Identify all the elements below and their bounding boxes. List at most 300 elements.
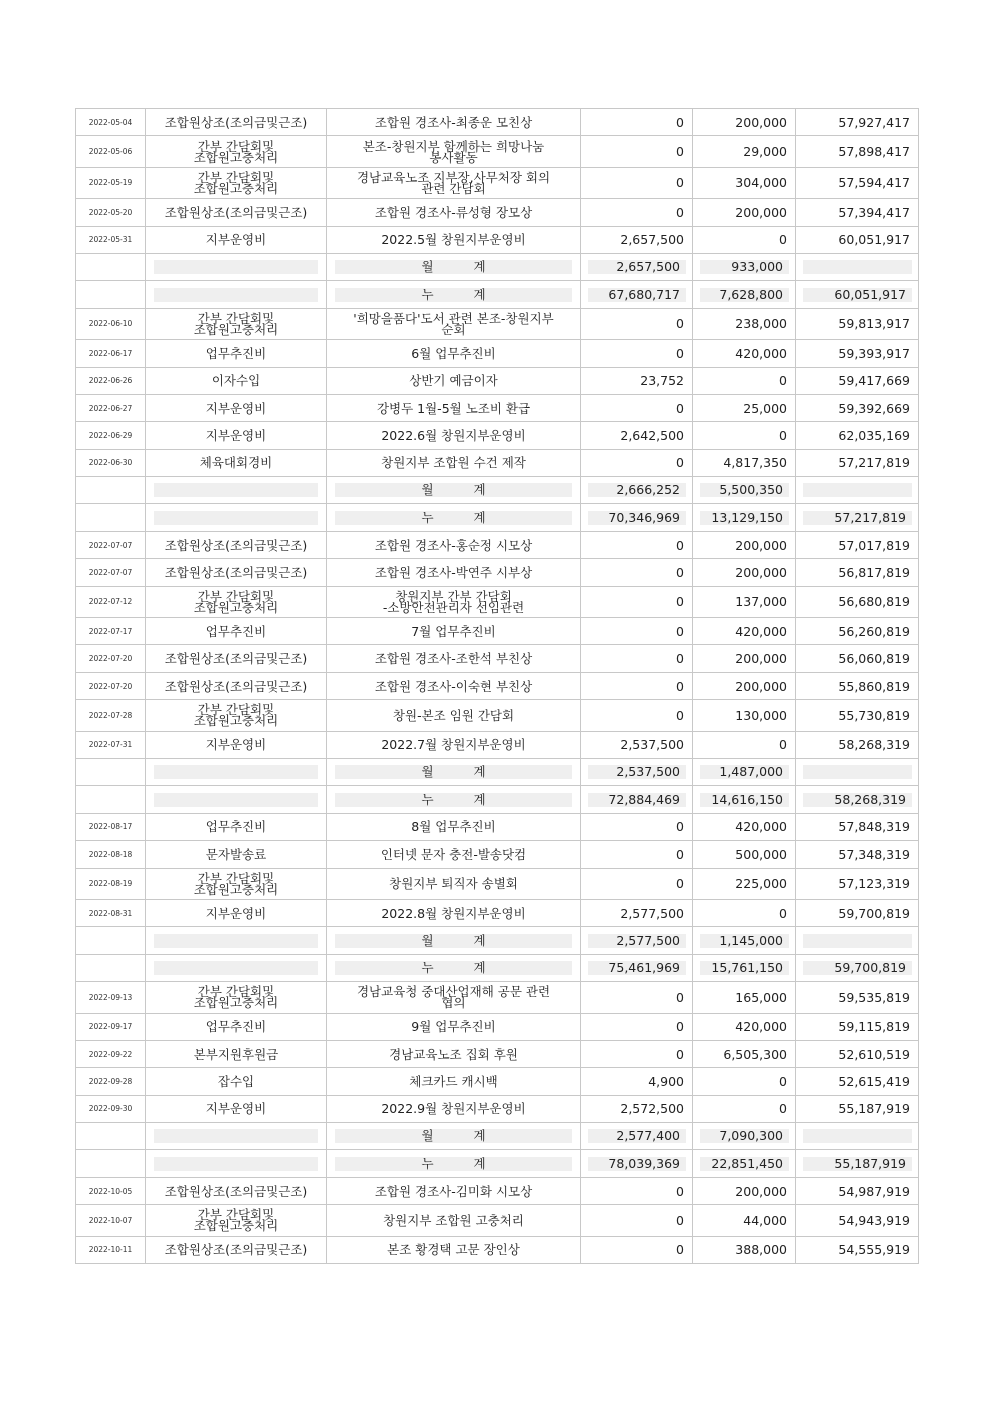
summary-label: 월 계 [421, 482, 504, 498]
date-cell [76, 954, 146, 981]
income-cell [581, 954, 693, 981]
summary-label-cell [327, 281, 581, 308]
date-cell: 2022-09-13 [76, 982, 146, 1013]
summary-expense: 13,129,150 [700, 511, 789, 525]
account-line: 지부운영비 [205, 1101, 267, 1117]
description-line: 2022.9월 창원지부운영비 [381, 1101, 526, 1117]
account-line: 조합원상조(조의금및근조) [164, 678, 308, 694]
summary-income: 2,666,252 [588, 483, 686, 497]
balance-cell: 59,392,669 [796, 394, 919, 421]
shaded-placeholder [154, 961, 318, 975]
description-line: 7월 업무추진비 [411, 623, 496, 639]
description-line: 경남교육노조 지부장,사무처장 회의 [356, 169, 551, 185]
income-cell: 0 [581, 1236, 693, 1263]
income-cell: 0 [581, 136, 693, 167]
account-cell [146, 927, 327, 954]
shaded-placeholder [154, 793, 318, 807]
expense-cell: 388,000 [693, 1236, 796, 1263]
table-row [76, 449, 919, 476]
table-row [76, 899, 919, 926]
expense-cell: 0 [693, 367, 796, 394]
account-cell [146, 559, 327, 586]
shaded-placeholder [154, 260, 318, 274]
date-cell: 2022-05-20 [76, 199, 146, 226]
shaded-placeholder [154, 483, 318, 497]
income-cell: 2,537,500 [581, 731, 693, 758]
income-cell: 0 [581, 841, 693, 868]
description-line: 강병두 1월-5월 노조비 환급 [376, 400, 531, 416]
account-line: 조합원고충처리 [193, 995, 279, 1011]
table-row [76, 136, 919, 167]
table-row [76, 982, 919, 1013]
shaded-label [335, 934, 572, 948]
account-cell [146, 531, 327, 558]
account-cell [146, 253, 327, 280]
table-row [76, 618, 919, 645]
account-cell [146, 199, 327, 226]
account-line: 조합원상조(조의금및근조) [164, 564, 308, 580]
description-cell [327, 982, 581, 1013]
date-cell: 2022-06-27 [76, 394, 146, 421]
account-cell [146, 308, 327, 339]
income-cell: 0 [581, 109, 693, 136]
expense-cell: 200,000 [693, 109, 796, 136]
balance-cell: 54,555,919 [796, 1236, 919, 1263]
income-cell: 0 [581, 868, 693, 899]
summary-row [76, 253, 919, 280]
description-cell [327, 645, 581, 672]
summary-label: 월 계 [421, 1128, 504, 1144]
balance-cell: 57,394,417 [796, 199, 919, 226]
description-cell [327, 672, 581, 699]
description-line: 창원지부 조합원 고충처리 [383, 1212, 524, 1228]
description-cell [327, 308, 581, 339]
date-cell: 2022-06-17 [76, 340, 146, 367]
income-cell: 0 [581, 559, 693, 586]
description-line: 순회 [441, 321, 466, 337]
account-cell [146, 786, 327, 813]
income-cell: 0 [581, 199, 693, 226]
date-cell: 2022-08-18 [76, 841, 146, 868]
summary-label-cell [327, 477, 581, 504]
balance-cell: 55,860,819 [796, 672, 919, 699]
description-cell [327, 1040, 581, 1067]
balance-cell: 59,417,669 [796, 367, 919, 394]
table-row [76, 700, 919, 731]
balance-cell: 55,187,919 [796, 1095, 919, 1122]
shaded-label [335, 793, 572, 807]
account-line: 지부운영비 [205, 400, 267, 416]
account-line: 조합원상조(조의금및근조) [164, 651, 308, 667]
account-cell [146, 1177, 327, 1204]
date-cell: 2022-05-31 [76, 226, 146, 253]
expense-cell: 0 [693, 1068, 796, 1095]
expense-cell: 137,000 [693, 586, 796, 617]
table-row [76, 1095, 919, 1122]
balance-cell: 59,700,819 [796, 899, 919, 926]
summary-balance [803, 1129, 912, 1143]
account-line: 간부 간담회및 [197, 1207, 275, 1223]
expense-cell [693, 954, 796, 981]
table-row [76, 1177, 919, 1204]
table-row [76, 226, 919, 253]
summary-label-cell [327, 253, 581, 280]
table-row [76, 394, 919, 421]
description-line: 봉사활동 [429, 149, 478, 165]
income-cell: 2,642,500 [581, 422, 693, 449]
expense-cell: 0 [693, 422, 796, 449]
account-cell [146, 586, 327, 617]
balance-cell [796, 504, 919, 531]
summary-expense: 1,487,000 [700, 765, 789, 779]
income-cell [581, 758, 693, 785]
account-line: 조합원상조(조의금및근조) [164, 537, 308, 553]
account-line: 지부운영비 [205, 232, 267, 248]
income-cell: 0 [581, 645, 693, 672]
shaded-placeholder [154, 1129, 318, 1143]
account-line: 잡수입 [217, 1073, 255, 1089]
summary-income: 72,884,469 [588, 793, 686, 807]
account-cell [146, 899, 327, 926]
income-cell: 0 [581, 700, 693, 731]
date-cell: 2022-09-22 [76, 1040, 146, 1067]
account-cell [146, 167, 327, 198]
balance-cell [796, 1123, 919, 1150]
summary-row [76, 1150, 919, 1177]
balance-cell: 57,123,319 [796, 868, 919, 899]
shaded-label [335, 961, 572, 975]
description-line: 조합원 경조사-김미화 시모상 [374, 1183, 533, 1199]
summary-balance: 59,700,819 [803, 961, 912, 975]
description-cell [327, 136, 581, 167]
income-cell: 0 [581, 449, 693, 476]
summary-row [76, 786, 919, 813]
summary-income: 67,680,717 [588, 288, 686, 302]
summary-row [76, 504, 919, 531]
date-cell [76, 927, 146, 954]
balance-cell: 56,817,819 [796, 559, 919, 586]
summary-balance [803, 483, 912, 497]
date-cell: 2022-07-31 [76, 731, 146, 758]
description-line: 6월 업무추진비 [411, 345, 496, 361]
table-row [76, 645, 919, 672]
summary-label: 월 계 [421, 932, 504, 948]
income-cell [581, 253, 693, 280]
account-cell [146, 813, 327, 840]
description-line: 2022.8월 창원지부운영비 [381, 905, 526, 921]
balance-cell: 62,035,169 [796, 422, 919, 449]
description-line: 본조 황경택 고문 장인상 [387, 1242, 520, 1258]
account-line: 조합원고충처리 [193, 599, 279, 615]
balance-cell: 57,848,319 [796, 813, 919, 840]
balance-cell [796, 927, 919, 954]
ledger-body [76, 109, 919, 1264]
balance-cell: 52,615,419 [796, 1068, 919, 1095]
description-cell [327, 586, 581, 617]
balance-cell: 57,017,819 [796, 531, 919, 558]
description-cell [327, 199, 581, 226]
expense-cell [693, 281, 796, 308]
balance-cell: 59,535,819 [796, 982, 919, 1013]
account-line: 체육대회경비 [199, 455, 273, 471]
expense-cell: 165,000 [693, 982, 796, 1013]
balance-cell: 57,594,417 [796, 167, 919, 198]
summary-label-cell [327, 927, 581, 954]
description-cell [327, 226, 581, 253]
shaded-placeholder [154, 288, 318, 302]
account-cell [146, 1236, 327, 1263]
balance-cell: 57,348,319 [796, 841, 919, 868]
date-cell: 2022-07-17 [76, 618, 146, 645]
account-cell [146, 394, 327, 421]
income-cell [581, 1123, 693, 1150]
balance-cell [796, 253, 919, 280]
account-line: 지부운영비 [205, 427, 267, 443]
balance-cell: 56,680,819 [796, 586, 919, 617]
summary-label-cell [327, 504, 581, 531]
date-cell: 2022-06-26 [76, 367, 146, 394]
account-cell [146, 1013, 327, 1040]
account-cell [146, 1095, 327, 1122]
summary-label-cell [327, 1123, 581, 1150]
summary-income: 2,657,500 [588, 260, 686, 274]
account-line: 업무추진비 [205, 819, 267, 835]
table-row [76, 841, 919, 868]
account-cell [146, 841, 327, 868]
balance-cell: 57,898,417 [796, 136, 919, 167]
summary-balance: 57,217,819 [803, 511, 912, 525]
description-cell [327, 813, 581, 840]
income-cell: 0 [581, 672, 693, 699]
expense-cell: 0 [693, 226, 796, 253]
account-line: 조합원고충처리 [193, 149, 279, 165]
account-cell [146, 367, 327, 394]
date-cell: 2022-05-06 [76, 136, 146, 167]
balance-cell: 57,217,819 [796, 449, 919, 476]
description-line: 협의 [441, 995, 466, 1011]
date-cell: 2022-08-19 [76, 868, 146, 899]
summary-row [76, 954, 919, 981]
account-cell [146, 226, 327, 253]
account-line: 이자수입 [211, 373, 261, 389]
account-line: 조합원상조(조의금및근조) [164, 1183, 308, 1199]
expense-cell: 200,000 [693, 531, 796, 558]
expense-cell: 420,000 [693, 618, 796, 645]
description-cell [327, 167, 581, 198]
account-line: 조합원고충처리 [193, 321, 279, 337]
table-row [76, 199, 919, 226]
expense-cell [693, 758, 796, 785]
balance-cell: 54,987,919 [796, 1177, 919, 1204]
expense-cell: 304,000 [693, 167, 796, 198]
date-cell: 2022-06-10 [76, 308, 146, 339]
expense-cell: 225,000 [693, 868, 796, 899]
income-cell: 0 [581, 394, 693, 421]
summary-balance [803, 765, 912, 779]
description-cell [327, 899, 581, 926]
summary-income: 2,537,500 [588, 765, 686, 779]
ledger-table [75, 108, 919, 1264]
summary-income: 70,346,969 [588, 511, 686, 525]
table-row [76, 586, 919, 617]
expense-cell: 500,000 [693, 841, 796, 868]
description-line: 2022.7월 창원지부운영비 [381, 737, 526, 753]
account-cell [146, 136, 327, 167]
account-cell [146, 1150, 327, 1177]
income-cell: 0 [581, 618, 693, 645]
summary-expense: 15,761,150 [700, 961, 789, 975]
account-cell [146, 618, 327, 645]
balance-cell: 52,610,519 [796, 1040, 919, 1067]
date-cell: 2022-07-07 [76, 559, 146, 586]
description-line: 경남교육청 중대산업재해 공문 관련 [356, 984, 551, 1000]
expense-cell: 200,000 [693, 559, 796, 586]
date-cell [76, 281, 146, 308]
balance-cell: 59,115,819 [796, 1013, 919, 1040]
account-line: 간부 간담회및 [197, 870, 275, 886]
account-cell [146, 449, 327, 476]
table-row [76, 308, 919, 339]
expense-cell: 200,000 [693, 672, 796, 699]
balance-cell: 59,813,917 [796, 308, 919, 339]
date-cell: 2022-07-12 [76, 586, 146, 617]
description-cell [327, 868, 581, 899]
table-row [76, 109, 919, 136]
summary-label: 월 계 [421, 259, 504, 275]
balance-cell [796, 477, 919, 504]
income-cell: 0 [581, 531, 693, 558]
summary-label: 누 계 [421, 959, 504, 975]
account-cell [146, 1123, 327, 1150]
summary-label: 누 계 [421, 509, 504, 525]
summary-label: 누 계 [421, 1155, 504, 1171]
expense-cell: 0 [693, 731, 796, 758]
shaded-placeholder [154, 765, 318, 779]
summary-label: 누 계 [421, 791, 504, 807]
income-cell [581, 927, 693, 954]
account-cell [146, 340, 327, 367]
summary-income: 75,461,969 [588, 961, 686, 975]
expense-cell: 0 [693, 1095, 796, 1122]
shaded-label [335, 483, 572, 497]
description-line: '희망을품다'도서 관련 본조-창원지부 [353, 310, 554, 326]
date-cell: 2022-08-17 [76, 813, 146, 840]
description-cell [327, 700, 581, 731]
account-line: 조합원상조(조의금및근조) [164, 204, 308, 220]
expense-cell: 25,000 [693, 394, 796, 421]
summary-balance: 60,051,917 [803, 288, 912, 302]
shaded-label [335, 260, 572, 274]
table-row [76, 672, 919, 699]
income-cell: 0 [581, 982, 693, 1013]
expense-cell [693, 504, 796, 531]
description-line: 2022.6월 창원지부운영비 [381, 427, 526, 443]
date-cell [76, 504, 146, 531]
date-cell: 2022-05-04 [76, 109, 146, 136]
date-cell: 2022-09-28 [76, 1068, 146, 1095]
account-line: 간부 간담회및 [197, 310, 275, 326]
date-cell [76, 786, 146, 813]
description-line: 인터넷 문자 충전-발송닷컴 [380, 846, 527, 862]
date-cell: 2022-08-31 [76, 899, 146, 926]
description-line: 경남교육노조 집회 후원 [389, 1046, 518, 1062]
expense-cell [693, 1123, 796, 1150]
account-line: 조합원상조(조의금및근조) [164, 1242, 308, 1258]
description-line: 상반기 예금이자 [409, 373, 498, 389]
description-line: 창원-본조 임원 간담회 [392, 707, 515, 723]
income-cell: 0 [581, 340, 693, 367]
summary-expense: 7,090,300 [700, 1129, 789, 1143]
account-line: 지부운영비 [205, 737, 267, 753]
description-cell [327, 1068, 581, 1095]
description-line: 8월 업무추진비 [411, 819, 496, 835]
description-line: 조합원 경조사-조한석 부친상 [374, 651, 533, 667]
table-row [76, 813, 919, 840]
expense-cell: 238,000 [693, 308, 796, 339]
description-cell [327, 340, 581, 367]
summary-expense: 14,616,150 [700, 793, 789, 807]
account-cell [146, 700, 327, 731]
description-cell [327, 731, 581, 758]
account-cell [146, 645, 327, 672]
summary-balance [803, 260, 912, 274]
income-cell: 0 [581, 813, 693, 840]
date-cell: 2022-10-05 [76, 1177, 146, 1204]
summary-expense: 5,500,350 [700, 483, 789, 497]
description-cell [327, 841, 581, 868]
date-cell [76, 477, 146, 504]
account-cell [146, 868, 327, 899]
income-cell [581, 477, 693, 504]
description-line: 9월 업무추진비 [411, 1019, 496, 1035]
expense-cell [693, 477, 796, 504]
expense-cell [693, 253, 796, 280]
shaded-label [335, 511, 572, 525]
expense-cell: 6,505,300 [693, 1040, 796, 1067]
date-cell: 2022-09-30 [76, 1095, 146, 1122]
shaded-placeholder [154, 511, 318, 525]
account-line: 본부지원후원금 [193, 1046, 279, 1062]
account-line: 업무추진비 [205, 623, 267, 639]
shaded-label [335, 1129, 572, 1143]
income-cell: 2,572,500 [581, 1095, 693, 1122]
summary-label-cell [327, 758, 581, 785]
income-cell: 0 [581, 1205, 693, 1236]
date-cell: 2022-06-29 [76, 422, 146, 449]
description-line: 조합원 경조사-최종운 모친상 [374, 114, 533, 130]
account-line: 간부 간담회및 [197, 138, 275, 154]
income-cell: 2,577,500 [581, 899, 693, 926]
account-line: 업무추진비 [205, 345, 267, 361]
expense-cell [693, 786, 796, 813]
account-cell [146, 422, 327, 449]
description-line: 체크카드 캐시백 [409, 1073, 498, 1089]
balance-cell: 54,943,919 [796, 1205, 919, 1236]
balance-cell: 56,260,819 [796, 618, 919, 645]
summary-row [76, 758, 919, 785]
table-row [76, 340, 919, 367]
summary-row [76, 477, 919, 504]
income-cell: 0 [581, 1040, 693, 1067]
table-row [76, 167, 919, 198]
balance-cell [796, 281, 919, 308]
account-line: 조합원고충처리 [193, 881, 279, 897]
summary-label-cell [327, 1150, 581, 1177]
description-cell [327, 559, 581, 586]
description-line: 본조-창원지부 함께하는 희망나눔 [362, 138, 545, 154]
account-line: 지부운영비 [205, 905, 267, 921]
balance-cell [796, 758, 919, 785]
